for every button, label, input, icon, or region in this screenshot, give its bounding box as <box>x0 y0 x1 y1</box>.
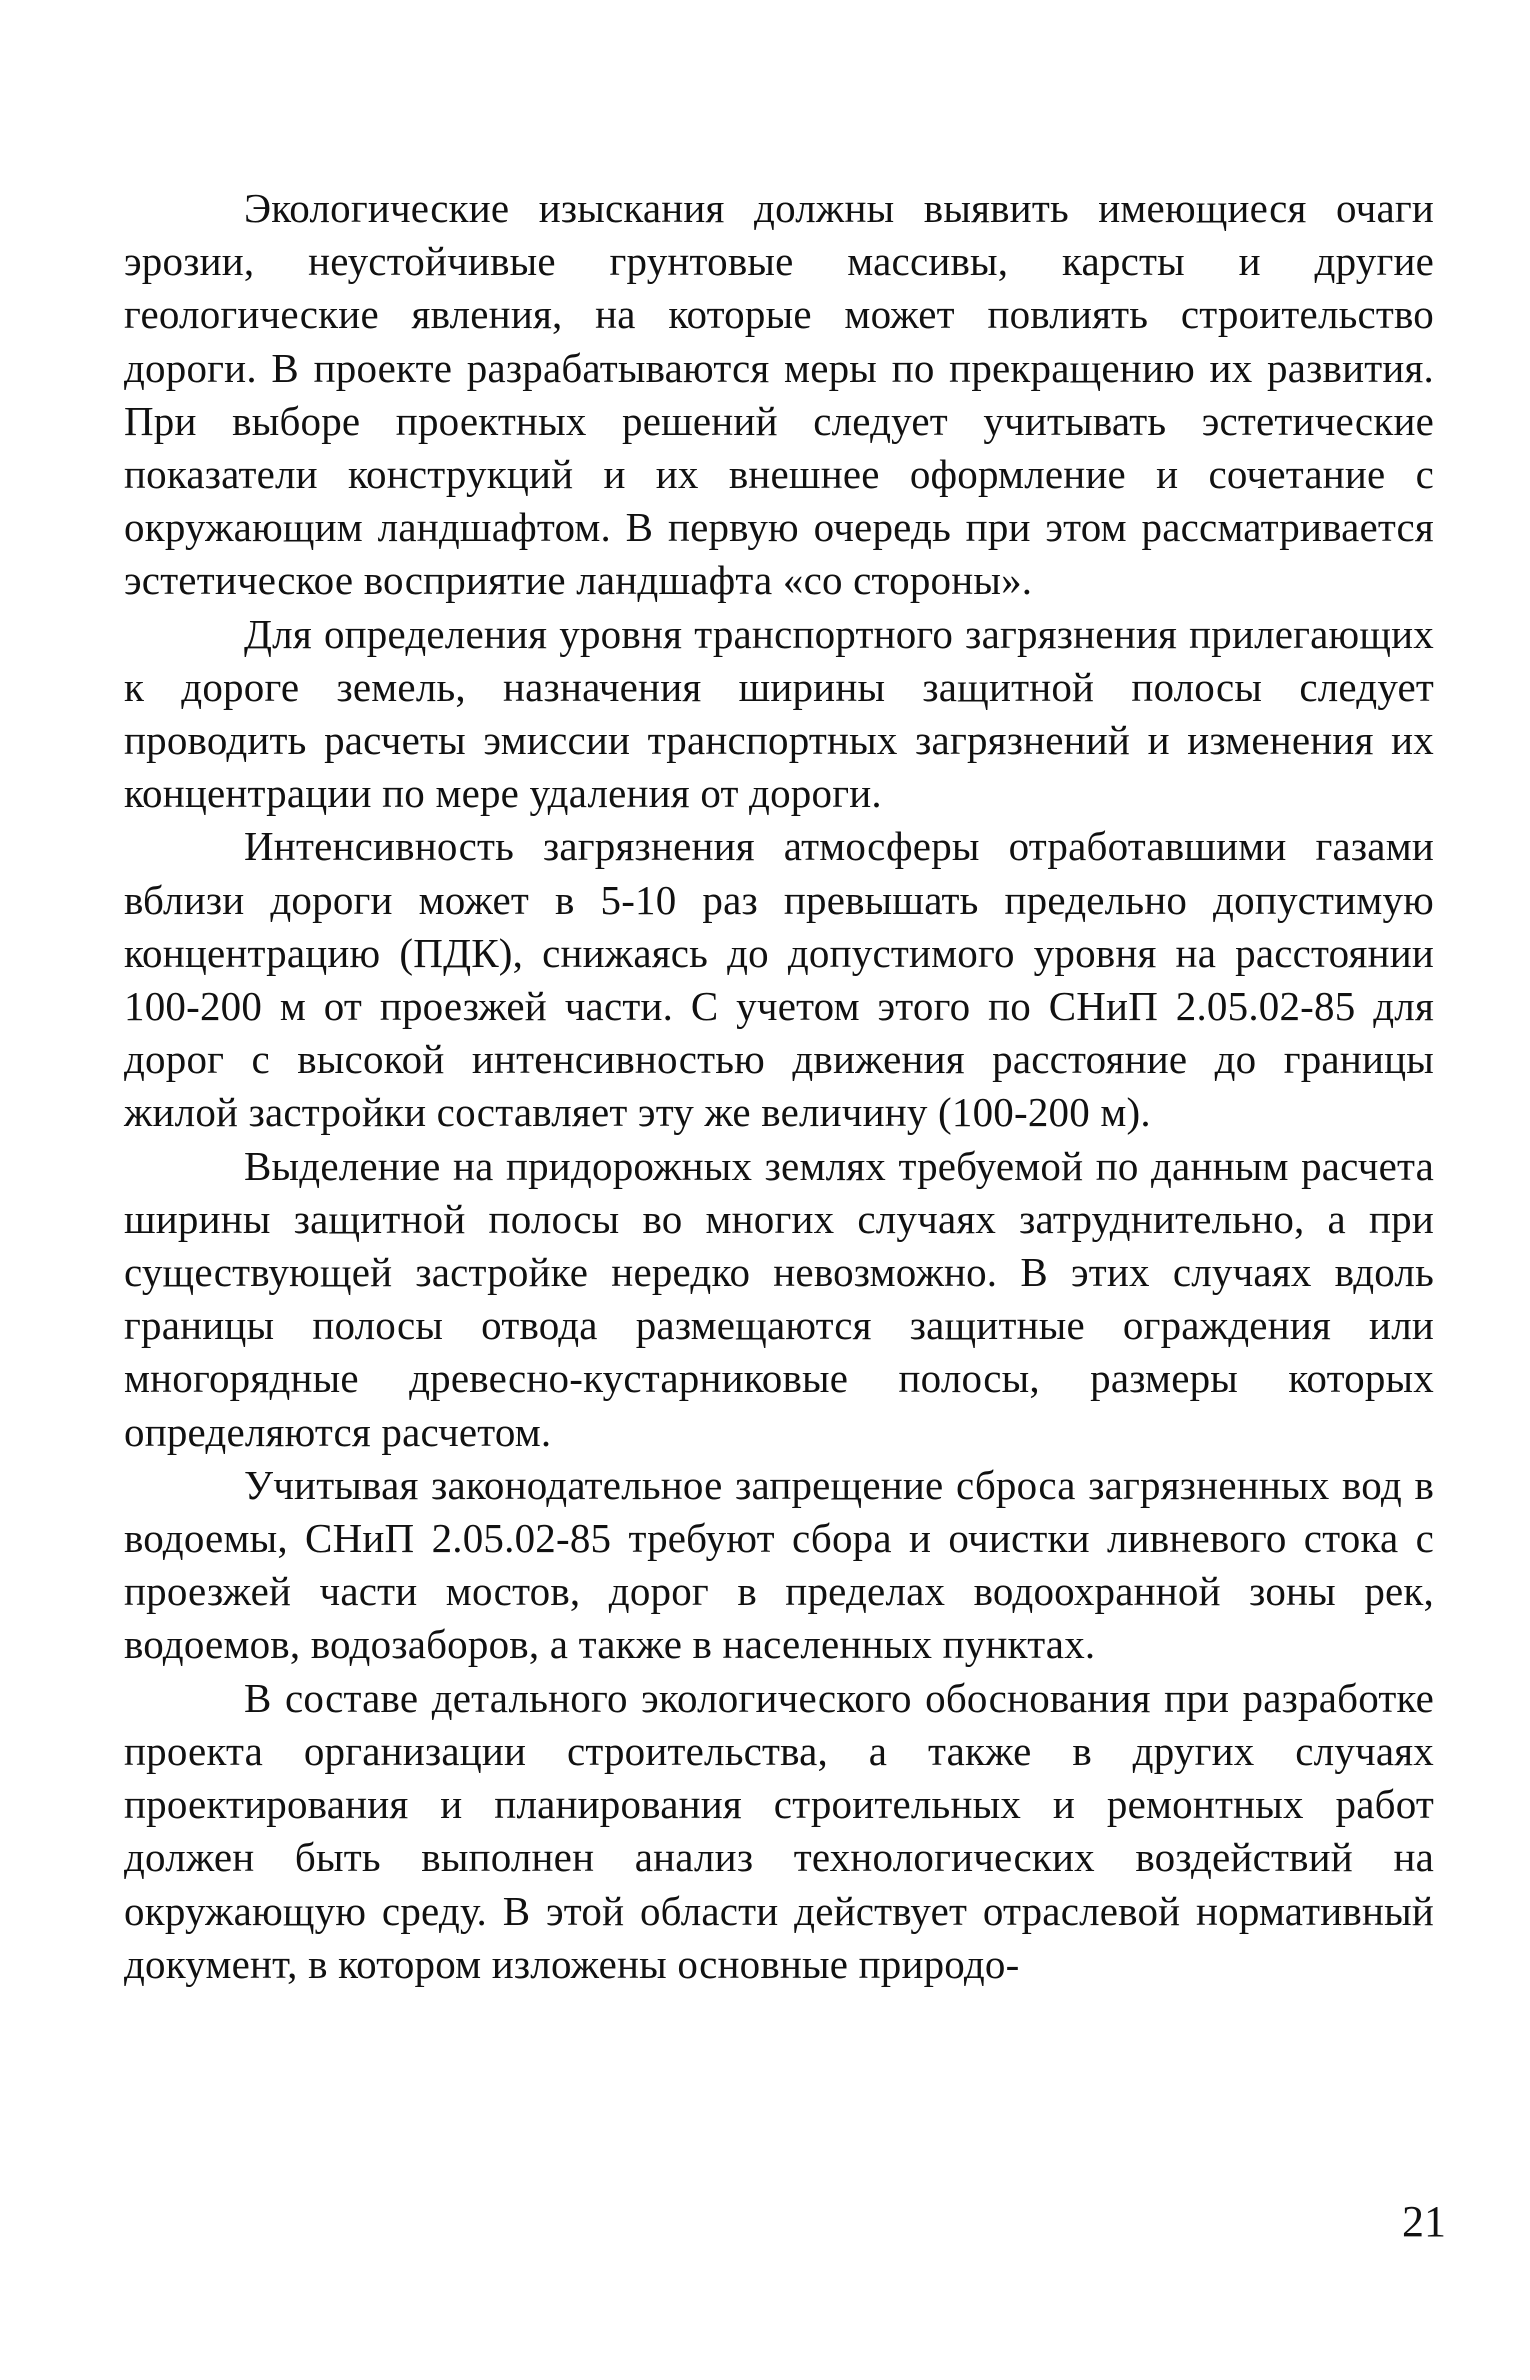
paragraph-stormwater: Учитывая законодательное запрещение сброса загрязненных вод в водоемы, СНиП 2.05.02-85 требуют сбора и очистки ливневого стока с проезжей части мостов, дорог в пределах водоохранной зоны рек, водоемов, водозаборов, а также в населенных пунктах. <box>124 1461 1434 1668</box>
paragraph-protective-strip: Выделение на придорожных землях требуемой по данным расчета ширины защитной полосы во многих случаях затруднительно, а при существующей застройке нередко невозможно. В этих случаях вдоль границы полосы отвода размещаются защитные ограждения или многорядные древесно-кустарниковые полосы, размеры которых определяются расчетом. <box>124 1142 1434 1455</box>
page-number: 21 <box>1402 2197 1446 2246</box>
paragraph-pollution-level: Для определения уровня транспортного загрязнения прилегающих к дороге земель, назначения ширины защитной полосы следует проводить расчеты эмиссии транспортных загрязнений и изменения их концентрации по мере удаления от дороги. <box>124 610 1434 817</box>
paragraph-ecological-surveys: Экологические изыскания должны выявить имеющиеся очаги эрозии, неустойчивые грунтовые массивы, карсты и другие геологические явления, на которые может повлиять строительство дороги. В проекте разрабатываются меры по прекращению их развития. При выборе проектных решений следует учитывать эстетические показатели конструкций и их внешнее оформление и сочетание с окружающим ландшафтом. В первую очередь при этом рассматривается эстетическое восприятие ландшафта «со стороны». <box>124 185 1434 604</box>
paragraph-environmental-justification: В составе детального экологического обоснования при разработке проекта организации строительства, а также в других случаях проектирования и планирования строительных и ремонтных работ должен быть выполнен анализ технологических воздействий на окружающую среду. В этой области действует отраслевой нормативный документ, в котором изложены основные природо- <box>124 1674 1434 1987</box>
paragraph-atmosphere-pollution: Интенсивность загрязнения атмосферы отработавшими газами вблизи дороги может в 5-10 раз превышать предельно допустимую концентрацию (ПДК), снижаясь до допустимого уровня на расстоянии 100-200 м от проезжей части. С учетом этого по СНиП 2.05.02-85 для дорог с высокой интенсивностью движения расстояние до границы жилой застройки составляет эту же величину (100-200 м). <box>124 823 1434 1136</box>
body-text <box>124 182 1434 1991</box>
